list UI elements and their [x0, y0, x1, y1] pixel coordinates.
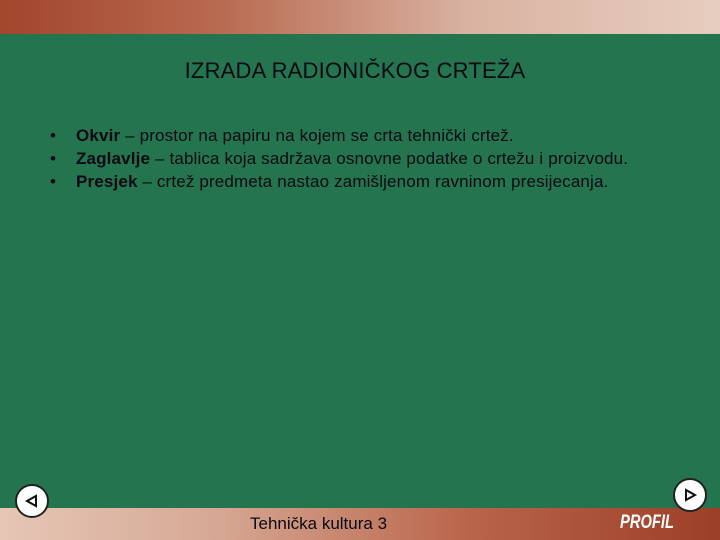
bullet-marker: •	[50, 149, 57, 168]
bullet-term: Presjek	[76, 172, 138, 191]
previous-slide-button[interactable]	[15, 484, 49, 518]
bullet-term: Zaglavlje	[76, 149, 151, 168]
bullet-item-okvir	[50, 124, 650, 147]
next-slide-button[interactable]	[673, 478, 707, 512]
bullet-item-zaglavlje	[50, 147, 650, 170]
profil-logo	[620, 509, 676, 533]
bullet-text: – crtež predmeta nastao zamišljenom ravninom presijecanja.	[137, 172, 609, 191]
bullet-term: Okvir	[76, 126, 121, 145]
bullet-list	[50, 124, 650, 193]
top-decorative-band	[0, 0, 720, 34]
logo-text: PROFIL	[620, 512, 674, 533]
slide-title: IZRADA RADIONIČKOG CRTEŽA	[184, 58, 526, 83]
triangle-right-icon	[683, 488, 697, 502]
bullet-text: – prostor na papiru na kojem se crta tehnički crtež.	[120, 126, 514, 145]
bullet-item-presjek	[50, 170, 650, 193]
bullet-marker: •	[50, 172, 57, 191]
bullet-marker: •	[50, 126, 57, 145]
footer-course-title: Tehnička kultura 3	[250, 514, 388, 533]
triangle-left-icon	[25, 494, 39, 508]
bullet-text: – tablica koja sadržava osnovne podatke o crtežu i proizvodu.	[150, 149, 629, 168]
